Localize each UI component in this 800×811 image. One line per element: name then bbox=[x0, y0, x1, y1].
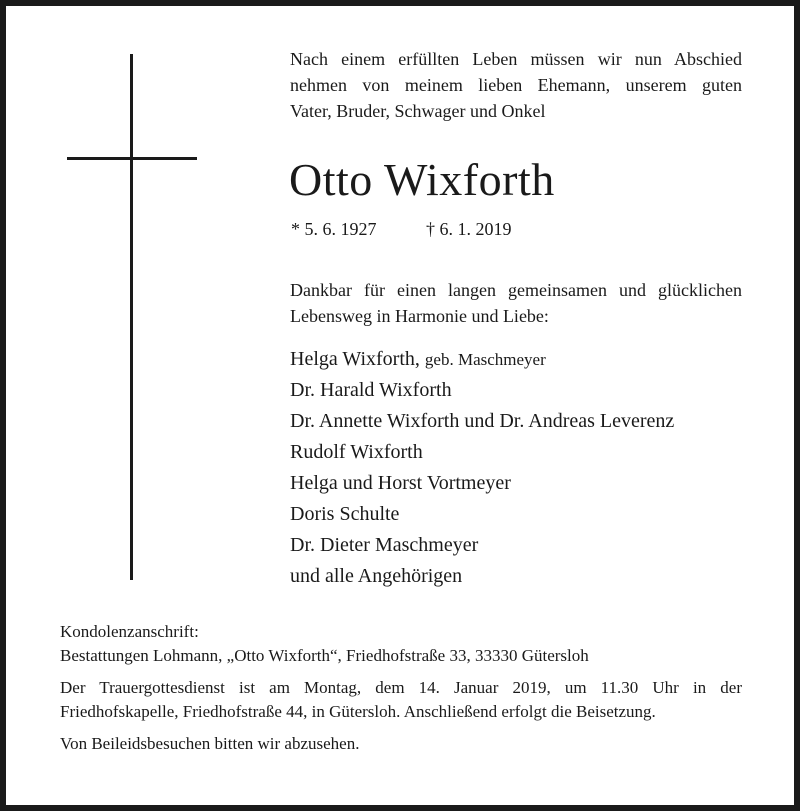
condolence-label: Kondolenzanschrift: bbox=[60, 622, 199, 641]
deceased-name: Otto Wixforth bbox=[289, 154, 555, 205]
mourner: und alle Angehörigen bbox=[290, 565, 463, 587]
cross-horizontal-bar bbox=[67, 157, 197, 160]
notice-footer bbox=[60, 620, 742, 756]
death-date: † 6. 1. 2019 bbox=[426, 219, 512, 239]
thanks-line: Lebensweg in Harmonie und Liebe: bbox=[290, 306, 549, 326]
mourner bbox=[290, 344, 760, 375]
intro-line: Nach einem erfüllten Leben müssen wir nun Abschied bbox=[290, 49, 742, 69]
closing-note: Von Beileidsbesuchen bitten wir abzusehen. bbox=[60, 734, 360, 753]
mourner: Doris Schulte bbox=[290, 503, 400, 525]
mourners-list bbox=[290, 344, 760, 592]
mourner: Dr. Dieter Maschmeyer bbox=[290, 534, 479, 556]
birth-date: * 5. 6. 1927 bbox=[291, 219, 377, 239]
mourner: Rudolf Wixforth bbox=[290, 441, 423, 463]
intro-line: Vater, Bruder, Schwager und Onkel bbox=[290, 101, 546, 121]
mourner-name: Helga Wixforth, bbox=[290, 348, 420, 370]
service-line: Der Trauergottesdienst ist am Montag, dem 14. Januar 2019, um 11.30 Uhr in der bbox=[60, 678, 742, 697]
thanks-text bbox=[290, 277, 742, 329]
cross-vertical-bar bbox=[130, 54, 133, 580]
intro-text bbox=[290, 46, 742, 124]
mourner-maiden-name: geb. Maschmeyer bbox=[424, 350, 546, 369]
mourner: Helga und Horst Vortmeyer bbox=[290, 472, 511, 494]
mourner: Dr. Harald Wixforth bbox=[290, 379, 452, 401]
service-info bbox=[60, 676, 742, 724]
life-dates bbox=[291, 216, 512, 242]
mourner: Dr. Annette Wixforth und Dr. Andreas Leverenz bbox=[290, 410, 675, 432]
condolence-address: Bestattungen Lohmann, „Otto Wixforth“, Friedhofstraße 33, 33330 Gütersloh bbox=[60, 646, 589, 665]
service-line: Friedhofskapelle, Friedhofstraße 44, in Gütersloh. Anschließend erfolgt die Beisetzung. bbox=[60, 702, 656, 721]
thanks-line: Dankbar für einen langen gemeinsamen und glücklichen bbox=[290, 280, 742, 300]
intro-line: nehmen von meinem lieben Ehemann, unserem guten bbox=[290, 75, 742, 95]
condolence-address-block bbox=[60, 620, 742, 668]
